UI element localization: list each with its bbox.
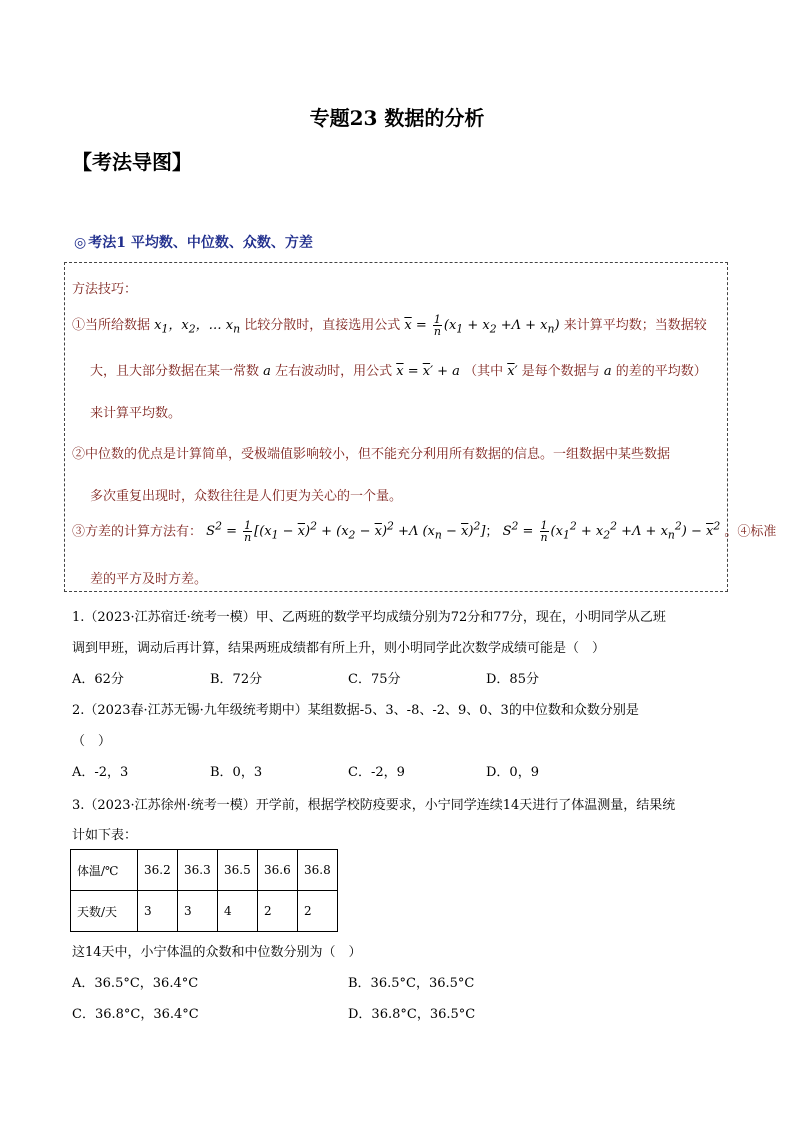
formula-xprime: $\overline{x}'$ <box>507 364 518 379</box>
tip-text: ①当所给数据 <box>72 318 151 333</box>
q2-line-2: （ ） <box>72 734 112 749</box>
table-cell: 4 <box>218 891 258 932</box>
tip-1-line-3: 来计算平均数。 <box>90 406 182 421</box>
tip-3-line-2: 差的平方及时方差。 <box>90 572 208 587</box>
formula-data-list: $x_1$，$x_2$，… $x_n$ <box>154 318 241 336</box>
tip-text: 大，且大部分数据在某一常数 <box>90 364 260 379</box>
formula-variance-2: $S^2$ = $\frac{1}{n}$ $(x_1^2 + x_2^2 +\Lambda + x_n^2) - \overline{x}^2$ <box>502 519 721 545</box>
q1-option-d: D．85分 <box>486 672 539 687</box>
q2-option-c: C．-2，9 <box>348 765 405 780</box>
tip-text: ③方差的计算方法有： <box>72 524 203 540</box>
tips-heading: 方法技巧： <box>72 282 138 297</box>
table-cell: 36.6 <box>258 850 298 891</box>
q1-line-2: 调到甲班，调动后再计算，结果两班成绩都有所上升，则小明同学此次数学成绩可能是（ ） <box>72 641 606 656</box>
tip-2-line-2: 多次重复出现时，众数往往是人们更为关心的一个量。 <box>90 489 403 504</box>
page-title: 专题23 数据的分析 <box>309 106 485 130</box>
formula-variance-1: $S^2$ = $\frac{1}{n}$ [$(x_1 - \overline{x})^2 + (x_2 - \overline{x})^2 +\Lambda$ $(x_n - \overline{x})^2$] <box>206 519 486 545</box>
table-header-cell: 体温/℃ <box>71 850 138 891</box>
q3-line-1: 3.（2023·江苏徐州·统考一模）开学前，根据学校防疫要求，小宁同学连续14天进行了体温测量，结果统 <box>72 798 676 813</box>
table-cell: 2 <box>298 891 338 932</box>
temperature-table <box>70 849 338 932</box>
table-cell: 2 <box>258 891 298 932</box>
q2-line-1: 2.（2023春·江苏无锡·九年级统考期中）某组数据-5、3、-8、-2、9、0、3的中位数和众数分别是 <box>72 703 639 718</box>
tip-text: 的差的平均数） <box>615 364 707 379</box>
tip-text: 比较分散时，直接选用公式 <box>244 318 401 333</box>
formula-a2: a <box>603 364 612 379</box>
table-header-cell: 天数/天 <box>71 891 138 932</box>
q3-option-d: D．36.8°C，36.5°C <box>348 1007 476 1022</box>
q2-option-a: A．-2，3 <box>72 765 129 780</box>
table-row <box>71 891 338 932</box>
table-cell: 36.2 <box>138 850 178 891</box>
tip-text: 。④标准 <box>724 524 777 540</box>
table-cell: 3 <box>138 891 178 932</box>
tip-1-line-2 <box>90 360 707 379</box>
q1-option-a: A．62分 <box>72 672 124 687</box>
tip-text: 左右波动时，用公式 <box>275 364 393 379</box>
q3-line-2: 计如下表： <box>72 828 138 843</box>
method-heading <box>74 232 313 252</box>
formula-a: a <box>263 364 271 379</box>
q3-option-c: C．36.8°C，36.4°C <box>72 1007 199 1022</box>
q3-option-a: A．36.5°C，36.4°C <box>72 976 199 991</box>
table-cell: 3 <box>178 891 218 932</box>
q3-option-b: B．36.5°C，36.5°C <box>348 976 475 991</box>
q1-line-1: 1.（2023·江苏宿迁·统考一模）甲、乙两班的数学平均成绩分别为72分和77分，现在，小明同学从乙班 <box>72 610 666 625</box>
tip-2-line-1: ②中位数的优点是计算简单，受极端值影响较小，但不能充分利用所有数据的信息。一组数据中某些数据 <box>72 447 671 462</box>
tip-text: 来计算平均数；当数据较 <box>563 318 707 333</box>
guide-heading: 【考法导图】 <box>72 150 192 174</box>
q1-option-b: B．72分 <box>210 672 263 687</box>
table-cell: 36.3 <box>178 850 218 891</box>
table-cell: 36.8 <box>298 850 338 891</box>
q2-option-b: B．0，3 <box>210 765 263 780</box>
formula-mean-shift: $\overline{x} = \overline{x}' + a$ <box>396 364 460 379</box>
q2-option-d: D．0，9 <box>486 765 539 780</box>
q1-option-c: C．75分 <box>348 672 401 687</box>
tip-1-line-1 <box>72 314 707 337</box>
q3-line-3: 这14天中，小宁体温的众数和中位数分别为（ ） <box>72 945 362 960</box>
table-cell: 36.5 <box>218 850 258 891</box>
method-label: 考法1 平均数、中位数、众数、方差 <box>88 235 313 251</box>
method-symbol: ◎ <box>74 235 87 251</box>
formula-mean: $\overline{x}$ = $\frac{1}{n}$ $(x_1 + x_2 +\Lambda + x_n)$ <box>404 313 560 338</box>
table-row <box>71 850 338 891</box>
tip-text: （其中 <box>464 364 504 379</box>
tip-3-line-1: ③方差的计算方法有： $S^2$ = $\frac{1}{n}$ [$(x_1 - \overline{x})^2 + (x_2 - \overline{x})^2 +\Lambda$ $(x_n - \overline{x})^2$]； $S^2$ = $\frac{1}{n}$ $(x_1^2 + x_2^2 +\Lambda + x_n^2) - \overline{x}^2$ 。④标准 <box>72 519 777 545</box>
tip-text: 是每个数据与 <box>521 364 600 379</box>
